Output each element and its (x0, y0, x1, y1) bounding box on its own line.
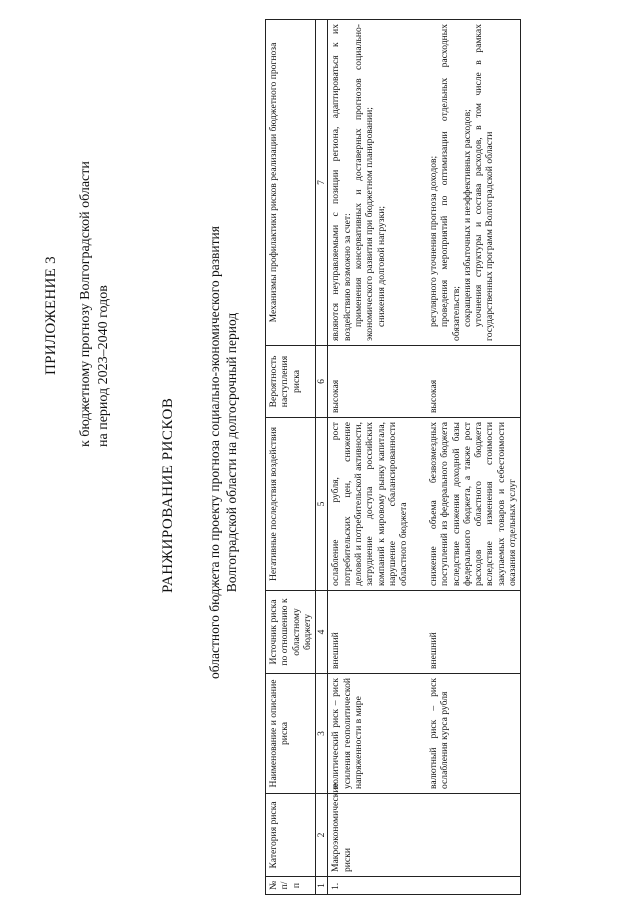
risk-consequences: снижение объема безвозмездных поступлений из федерального бюджета вследствие снижения доходной базы федерального бюджета, а также рост расходов областного бюджета вследствие изменения стоимости закупаемых товаров и себестоимости оказания отдельных услуг (426, 418, 521, 591)
mechanism-item: регулярного уточнения прогноза доходов; (427, 155, 439, 327)
column-number: 1 (316, 877, 328, 895)
appendix-subtitle-line-1: к бюджетному прогнозу Волгоградской области (78, 161, 93, 447)
risk-source: внешний (328, 591, 426, 674)
appendix-subtitle-line-2: на период 2023–2040 годов (96, 285, 111, 447)
column-number: 5 (316, 418, 328, 591)
risk-category (426, 794, 521, 877)
risk-probability: высокая (426, 346, 521, 418)
header-source: Источник риска по отношению к областному бюджету (266, 591, 316, 674)
mechanism-item: применения консервативных и доставерных прогнозов социально-экономического развития при бюджетном планировании; (353, 24, 376, 341)
mechanism-item: сокращения избыточных и неэффективных расходов; (461, 109, 473, 327)
column-number-row (316, 20, 328, 895)
header-mechanisms: Механизмы профилактики рисков реализации бюджетного прогноза (266, 20, 316, 346)
risk-name: валютный риск – риск ослабления курса рубля (426, 674, 521, 794)
risk-mechanisms (426, 20, 521, 346)
header-probability: Вероятность наступления риска (266, 346, 316, 418)
column-number: 3 (316, 674, 328, 794)
risk-name: политический риск – риск усиления геополитической напряженности в мире (328, 674, 426, 794)
column-number: 7 (316, 20, 328, 346)
header-name: Наименование и описание риска (266, 674, 316, 794)
header-num: № п/п (266, 877, 316, 895)
table-row (426, 20, 521, 895)
mechanism-item: являются неуправляемыми с позиции региона, адаптироваться к их воздействию возможно за счет: (330, 24, 353, 341)
risk-source: внешний (426, 591, 521, 674)
column-number: 4 (316, 591, 328, 674)
row-number: 1. (328, 877, 426, 895)
column-number: 2 (316, 794, 328, 877)
appendix-title: ПРИЛОЖЕНИЕ 3 (43, 256, 59, 375)
risk-mechanisms (328, 20, 426, 346)
subtitle-line-1: областного бюджета по проекту прогноза социально-экономического развития (207, 226, 222, 679)
risk-category: Макроэкономические риски (328, 794, 426, 877)
mechanism-item: уточнения структуры и состава расходов, в том числе в рамках государственных программ Волгоградской области (473, 24, 496, 341)
column-number: 6 (316, 346, 328, 418)
header-category: Категория риска (266, 794, 316, 877)
risk-consequences: ослабление рубля, рост потребительских цен, снижение деловой и потребительской активности, затруднение доступа российских компаний к мировому рынку капитала, нарушение сбалансированности областного бюджета (328, 418, 426, 591)
risk-probability: высокая (328, 346, 426, 418)
page-title: РАНЖИРОВАНИЕ РИСКОВ (160, 397, 176, 593)
risk-table (265, 19, 521, 895)
header-consequences: Негативные последствия воздействия (266, 418, 316, 591)
row-number (426, 877, 521, 895)
table-header-row (266, 20, 316, 895)
mechanism-item: снижения долговой нагрузки; (375, 205, 387, 327)
subtitle-line-2: Волгоградской области на долгосрочный период (224, 312, 239, 593)
table-row (328, 20, 426, 895)
mechanism-item: проведения мероприятий по оптимизации отдельных расходных обязательств; (439, 24, 462, 341)
